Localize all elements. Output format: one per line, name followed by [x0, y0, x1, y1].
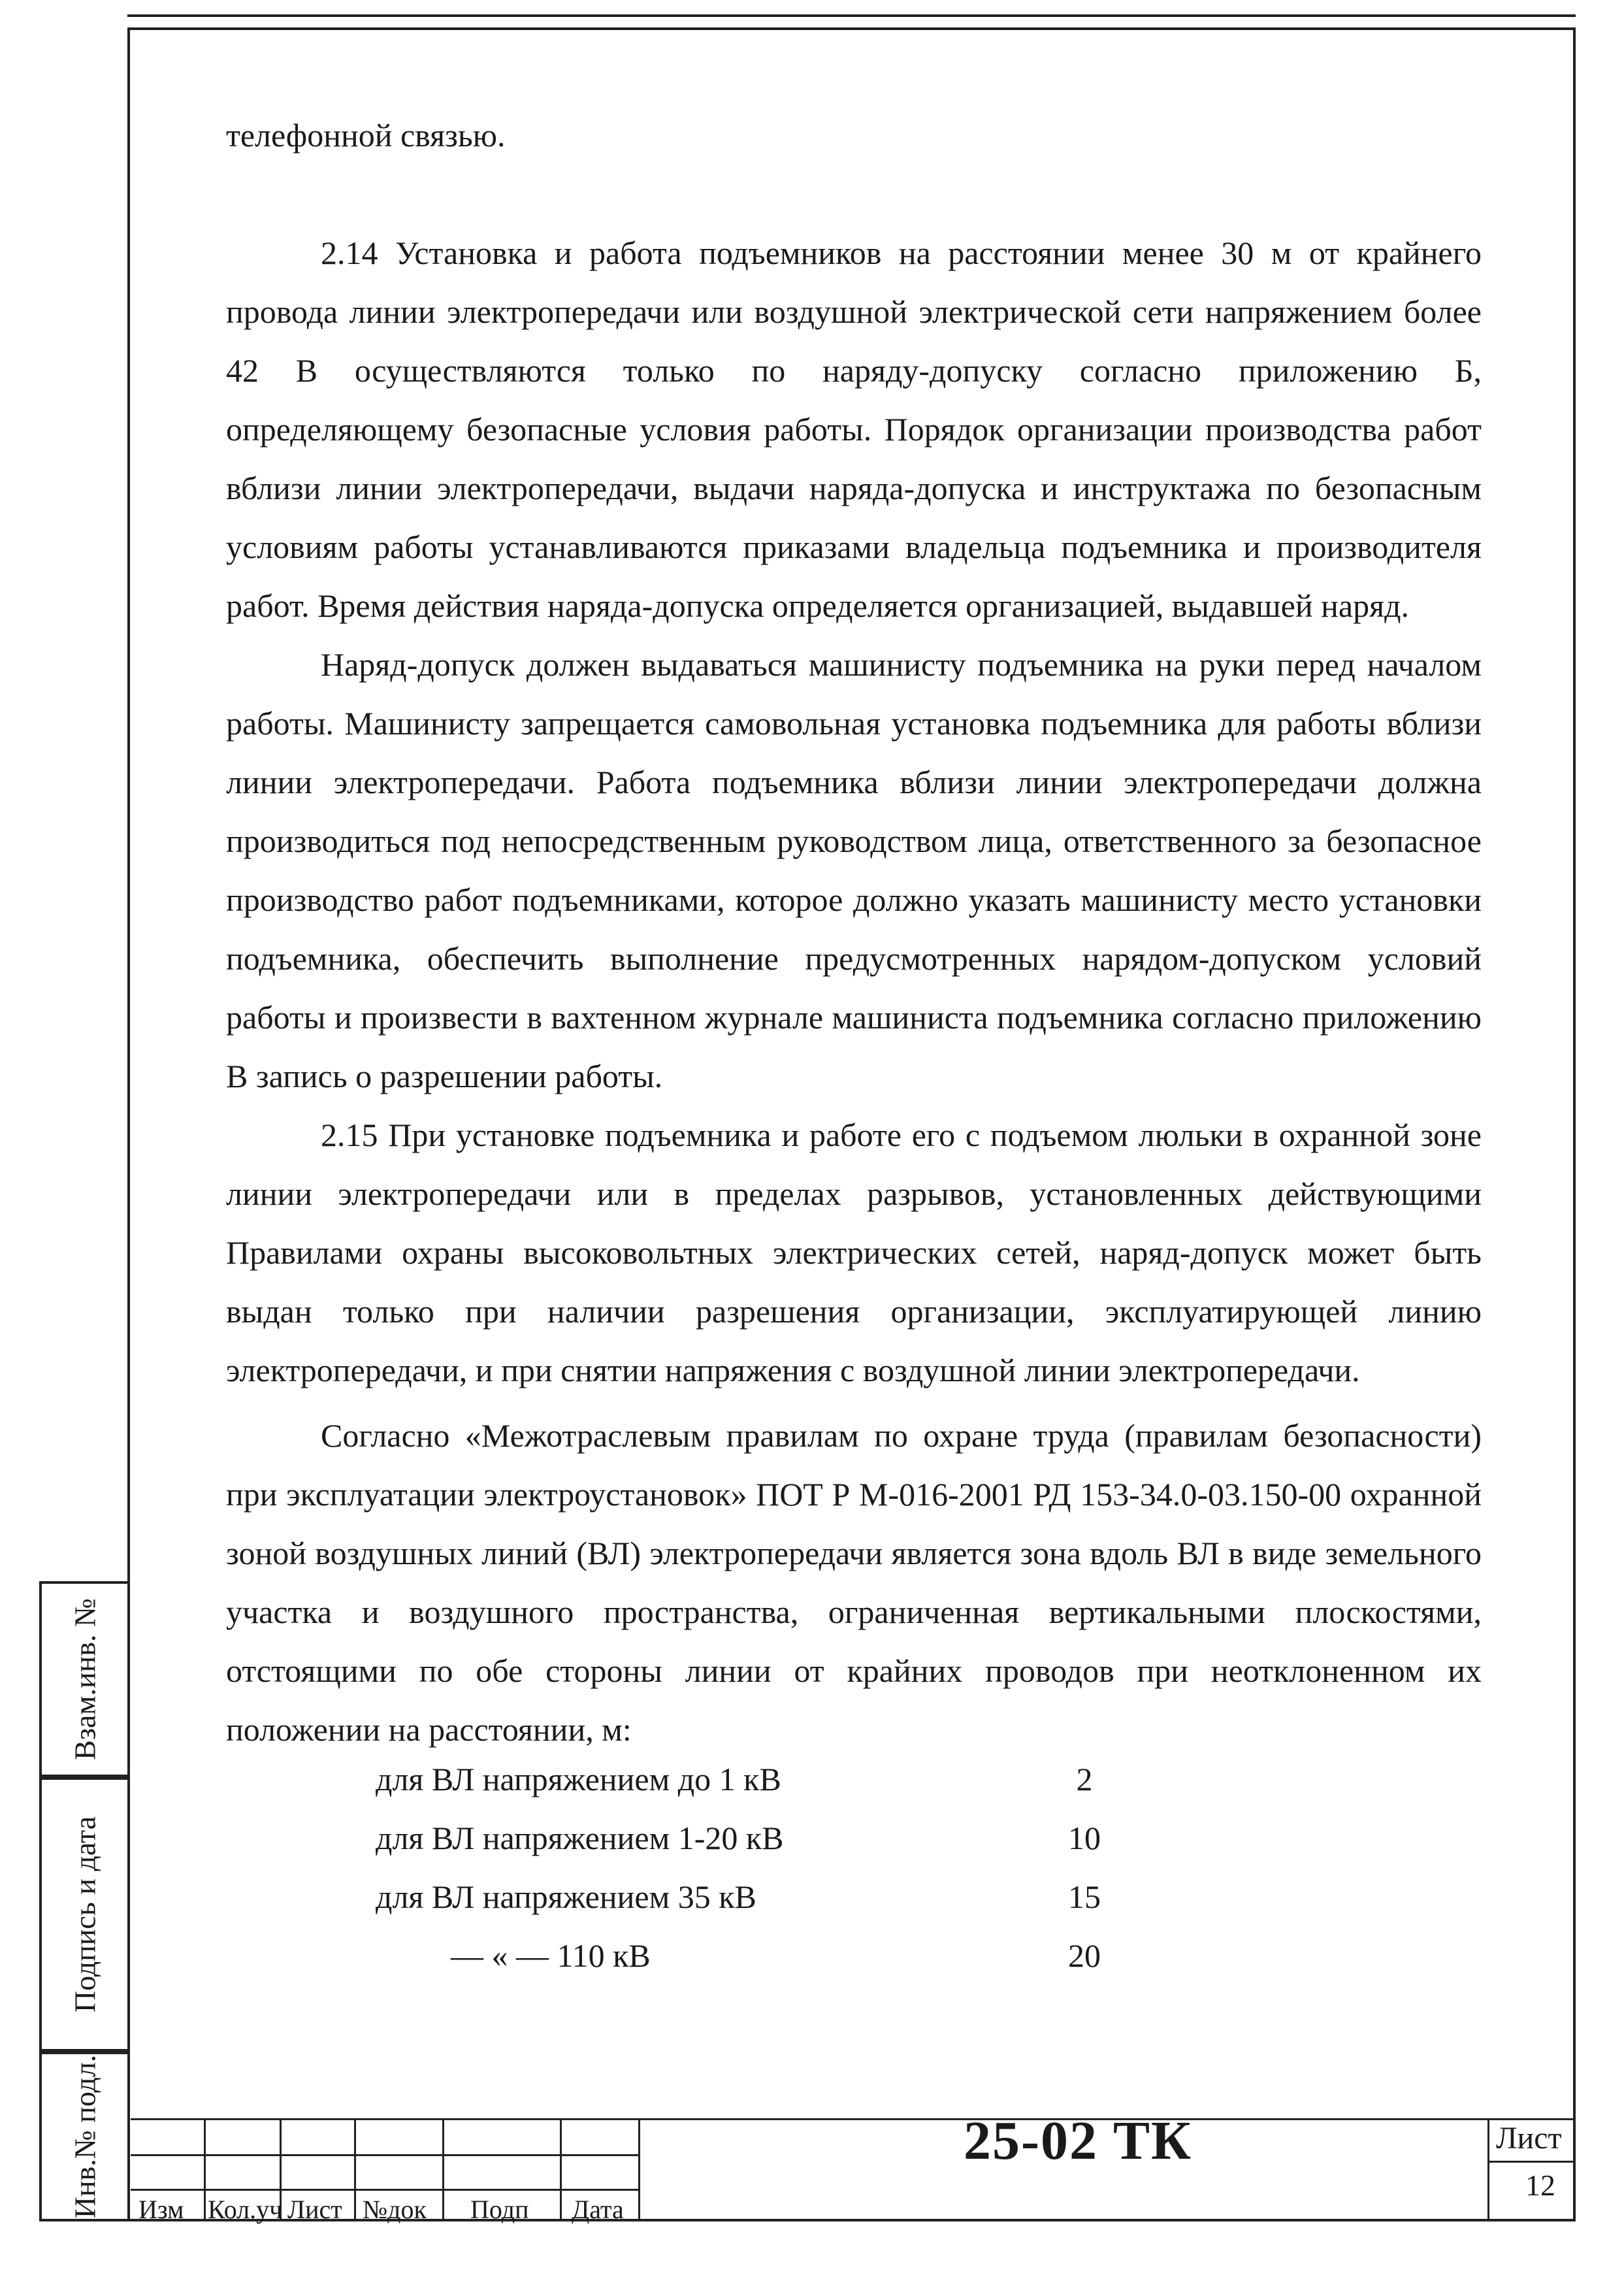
stamp-col-podp: Подп — [470, 2195, 529, 2224]
distance-label: для ВЛ напряжением до 1 кВ — [376, 1761, 781, 1797]
distance-label: для ВЛ напряжением 1-20 кВ — [376, 1820, 784, 1856]
stamp-line — [1489, 2161, 1576, 2163]
stamp-line — [560, 2118, 562, 2221]
text-block — [226, 106, 1482, 1759]
side-field-inv — [39, 2052, 127, 2221]
stamp-col-data: Дата — [572, 2195, 624, 2224]
paragraph-naryad: Наряд-допуск должен выдаваться машинисту подъемника на руки перед началом работы. Машинисту запрещается самовольная установка подъемника для работы вблизи линии электропередачи. Работа подъемника вблизи линии электропередачи должна производиться под непосредственным руководством лица, ответственного за безопасное производство работ подъемниками, которое должно указать машинисту место установки подъемника, обеспечить выполнение предусмотренных нарядом-допуском условий работы и произвести в вахтенном журнале машиниста подъемника согласно приложению В запись о разрешении работы. — [226, 646, 1482, 1094]
distance-value: 20 — [1068, 1937, 1101, 1974]
frame-top-line — [127, 14, 1576, 17]
stamp-line — [131, 2189, 640, 2191]
paragraph-2-14: 2.14 Установка и работа подъемников на расстоянии менее 30 м от крайнего провода линии электропередачи или воздушной электрической сети напряжением более 42 В осуществляются только по наряду-допуску согласно приложению Б, определяющему безопасные условия работы. Порядок организации производства работ вблизи линии электропередачи, выдачи наряда-допуска и инструктажа по безопасным условиям работы устанавливаются приказами владельца подъемника и производителя работ. Время действия наряда-допуска определяется организацией, выдавшей наряд. — [226, 235, 1482, 624]
distance-label: — « — 110 кВ — [451, 1937, 651, 1974]
stamp-line — [638, 2118, 640, 2221]
document-code: 25-02 ТК — [964, 2110, 1192, 2171]
stamp-line — [204, 2118, 206, 2221]
stamp-col-izm: Изм — [138, 2195, 184, 2224]
stamp-line — [354, 2118, 356, 2221]
side-label-podpis: Подпись и дата — [68, 1816, 101, 2013]
stamp-col-ndok: №док — [363, 2195, 427, 2224]
distance-label: для ВЛ напряжением 35 кВ — [376, 1878, 756, 1915]
side-field-vzam — [39, 1581, 127, 1777]
side-field-podpis — [39, 1777, 127, 2052]
paragraph-2-15: 2.15 При установке подъемника и работе его с подъемом люльки в охранной зоне линии электропередачи или в пределах разрывов, установленных действующими Правилами охраны высоковольтных электрических сетей, наряд-допуск может быть выдан только при наличии разрешения организации, эксплуатирующей линию электропередачи, и при снятии напряжения с воздушной линии электропередачи. — [226, 1117, 1482, 1388]
stamp-line — [442, 2118, 444, 2221]
stamp-line — [1487, 2118, 1489, 2221]
continued-line: телефонной связью. — [226, 117, 506, 154]
distance-value: 10 — [1068, 1820, 1101, 1856]
paragraph-soglasno: Согласно «Межотраслевым правилам по охране труда (правилам безопасности) при эксплуатации электроустановок» ПОТ Р М-016-2001 РД 153-34.0-03.150-00 охранной зоной воздушных линий (ВЛ) электропередачи является зона вдоль ВЛ в виде земельного участка и воздушного пространства, ограниченная вертикальными плоскостями, отстоящими по обе стороны линии от крайних проводов при неотклоненном их положении на расстоянии, м: — [226, 1417, 1482, 1748]
sheet-number: 12 — [1525, 2169, 1555, 2202]
side-label-inv: Инв.№ подл. — [68, 2054, 101, 2219]
stamp-col-kol: Кол.уч — [208, 2195, 283, 2224]
distance-value: 15 — [1068, 1878, 1101, 1915]
stamp-line — [131, 2154, 640, 2156]
distance-value: 2 — [1076, 1761, 1093, 1797]
side-label-vzam: Взам.инв. № — [68, 1598, 101, 1760]
sheet-label: Лист — [1496, 2121, 1562, 2155]
stamp-col-list: Лист — [287, 2195, 342, 2224]
